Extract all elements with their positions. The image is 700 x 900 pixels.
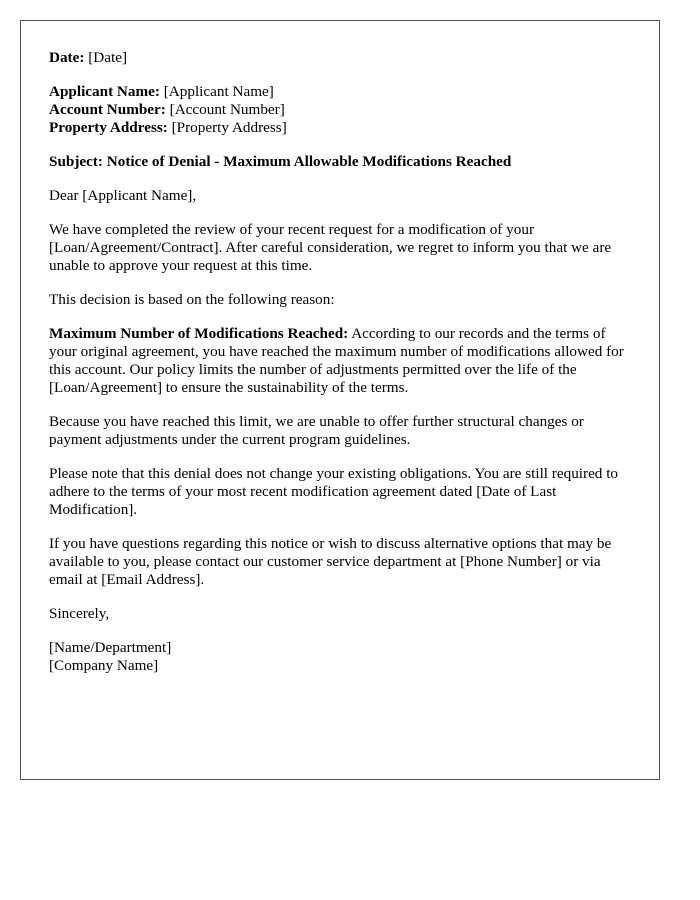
applicant-name-line (49, 83, 631, 101)
greeting: Dear [Applicant Name], (49, 187, 197, 204)
date-label: Date: (49, 49, 85, 66)
account-number-value: [Account Number] (169, 101, 285, 118)
signature-name-department: [Name/Department] (49, 639, 172, 656)
date-value: [Date] (88, 49, 128, 66)
paragraph-review: We have completed the review of your recent request for a modification of your [Loan/Agreement/Contract]. After careful consideration, we regret to inform you that we are unable to approve your request at this time. (49, 221, 612, 274)
letter-page (20, 20, 660, 780)
property-address-line (49, 119, 631, 137)
paragraph-obligations: Please note that this denial does not change your existing obligations. You are still required to adhere to the terms of your most recent modification agreement dated [Date of Last Modification]. (49, 465, 619, 518)
applicant-name-value: [Applicant Name] (163, 83, 274, 100)
signature-company: [Company Name] (49, 657, 159, 674)
property-address-value: [Property Address] (171, 119, 287, 136)
closing: Sincerely, (49, 605, 110, 622)
signature-block (49, 639, 631, 675)
paragraph-limit: Because you have reached this limit, we are unable to offer further structural changes or payment adjustments under the current program guidelines. (49, 413, 584, 448)
date-block (49, 49, 631, 67)
paragraph-reason (49, 325, 631, 397)
reason-label: Maximum Number of Modifications Reached: (49, 325, 349, 342)
subject-text: Notice of Denial - Maximum Allowable Modifications Reached (106, 153, 512, 170)
account-number-line (49, 101, 631, 119)
account-number-label: Account Number: (49, 101, 166, 118)
property-address-label: Property Address: (49, 119, 168, 136)
paragraph-reason-intro: This decision is based on the following reason: (49, 291, 335, 308)
reason-text: According to our records and the terms of your original agreement, you have reached the maximum number of modifications allowed for this account. Our policy limits the number of adjustments permitted over the life of the [Loan/Agreement] to ensure the sustainability of the terms. (49, 325, 624, 396)
applicant-info (49, 83, 631, 137)
subject-line (49, 153, 631, 171)
subject-label: Subject: (49, 153, 103, 170)
applicant-name-label: Applicant Name: (49, 83, 160, 100)
paragraph-contact: If you have questions regarding this notice or wish to discuss alternative options that may be available to you, please contact our customer service department at [Phone Number] or via email at [Email Address]. (49, 535, 612, 588)
